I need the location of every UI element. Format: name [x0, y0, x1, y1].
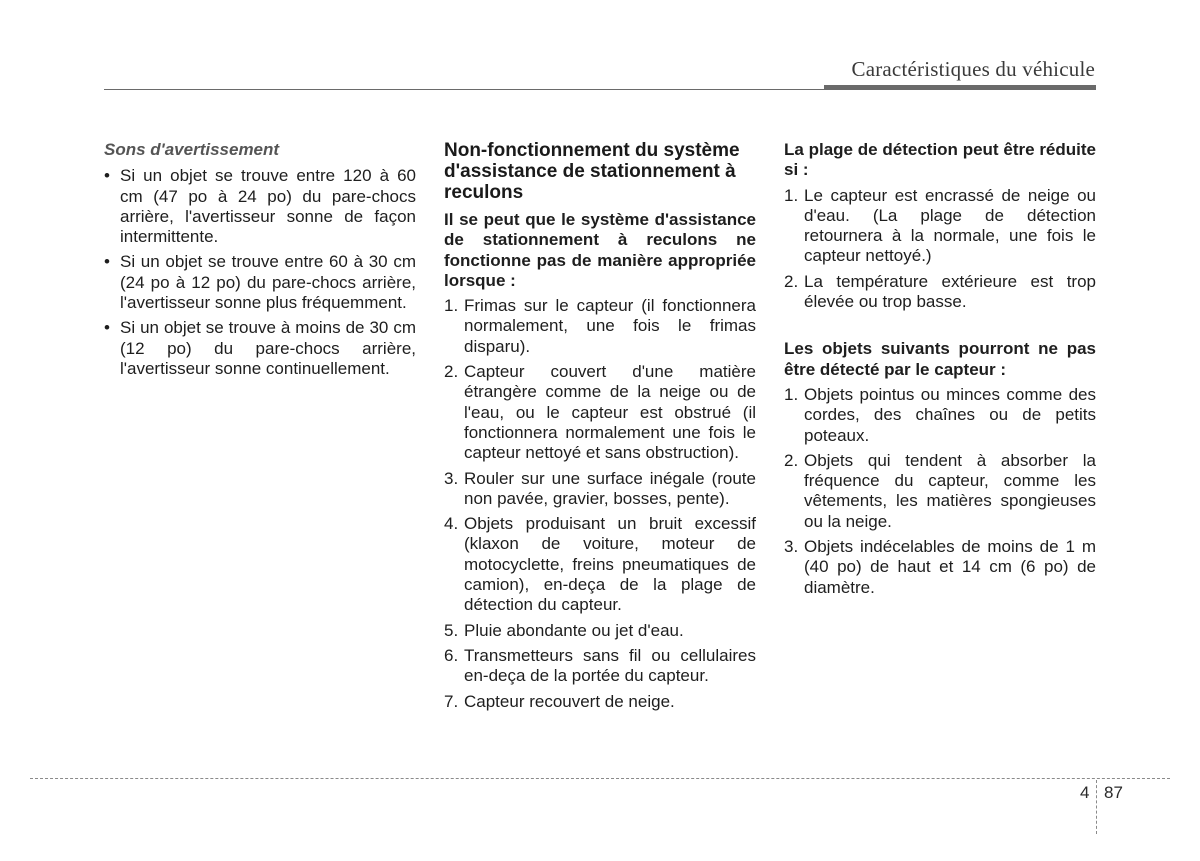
- item-number: 3.: [444, 468, 459, 488]
- list-item-text: Objets indécelables de moins de 1 m (40 po) de haut et 14 cm (6 po) de diamètre.: [804, 537, 1096, 597]
- list-item: [784, 451, 1096, 532]
- list-item-text: Si un objet se trouve à moins de 30 cm (12 po) du pare-chocs arrière, l'avertisseur sonne continuellement.: [120, 318, 416, 378]
- bullet-icon: •: [104, 166, 110, 186]
- list-item-text: Objets produisant un bruit excessif (klaxon de voiture, moteur de motocyclette, freins pneumatiques de camion), en-deça de la plage de détection du capteur.: [464, 514, 756, 615]
- item-number: 2.: [784, 450, 799, 470]
- numbered-list: [444, 296, 756, 712]
- header-rule-accent: [824, 85, 1096, 89]
- list-item: [444, 469, 756, 510]
- item-number: 3.: [784, 537, 799, 557]
- section-subheading: Sons d'avertissement: [104, 140, 280, 159]
- bullet-icon: •: [104, 252, 110, 272]
- footer-rule: [30, 778, 1170, 779]
- list-item: [784, 186, 1096, 267]
- list-item: [444, 296, 756, 357]
- header-rule: [104, 89, 1096, 90]
- list-item: [444, 621, 756, 641]
- list-item-text: Capteur couvert d'une matière étrangère comme de la neige ou de l'eau, ou le capteur est obstrué (il fonctionnera normalement une fois le capteur nettoyé et sans obstruction).: [464, 362, 756, 463]
- page-header-title: Caractéristiques du véhicule: [851, 57, 1095, 81]
- list-item-text: Si un objet se trouve entre 120 à 60 cm (47 po à 24 po) du pare-chocs arrière, l'avertisseur sonne de façon intermittente.: [120, 166, 416, 247]
- column-warning-sounds: [104, 140, 416, 384]
- list-item-text: Pluie abondante ou jet d'eau.: [464, 620, 684, 640]
- section-intro: Il se peut que le système d'assistance de stationnement à reculons ne fonctionne pas de manière appropriée lorsque :: [444, 210, 756, 290]
- list-item-text: Rouler sur une surface inégale (route non pavée, gravier, bosses, pente).: [464, 468, 756, 508]
- list-item: [784, 385, 1096, 446]
- item-number: 5.: [444, 620, 459, 640]
- section-title: Non-fonctionnement du système d'assistance de stationnement à reculons: [444, 140, 740, 203]
- footer-divider: [1096, 780, 1097, 834]
- column-detection-range: [784, 140, 1096, 603]
- item-number: 1.: [444, 296, 459, 316]
- list-item: [784, 272, 1096, 313]
- list-item: [104, 166, 416, 247]
- section-intro: La plage de détection peut être réduite si :: [784, 140, 1096, 180]
- numbered-list: [784, 385, 1096, 598]
- item-number: 2.: [784, 271, 799, 291]
- list-item-text: Capteur recouvert de neige.: [464, 691, 675, 711]
- list-item-text: Objets qui tendent à absorber la fréquence du capteur, comme les vêtements, les matières spongieuses ou la neige.: [804, 450, 1096, 531]
- list-item: [444, 362, 756, 463]
- list-item-text: Transmetteurs sans fil ou cellulaires en-deça de la portée du capteur.: [464, 645, 756, 686]
- item-number: 1.: [784, 384, 799, 404]
- list-item-text: Le capteur est encrassé de neige ou d'eau. (La plage de détection retournera à la normale, une fois le capteur nettoyé.): [804, 185, 1096, 266]
- page-number: 87: [1104, 783, 1123, 802]
- item-number: 7.: [444, 691, 459, 711]
- item-number: 1.: [784, 185, 799, 205]
- item-number: 2.: [444, 362, 459, 382]
- list-item: [104, 318, 416, 379]
- numbered-list: [784, 186, 1096, 313]
- chapter-number: 4: [1080, 783, 1090, 802]
- list-item: [104, 252, 416, 313]
- list-item: [444, 692, 756, 712]
- list-item-text: Frimas sur le capteur (il fonctionnera normalement, une fois le frimas disparu).: [464, 296, 756, 356]
- list-item: [784, 537, 1096, 598]
- bullet-list: [104, 166, 416, 379]
- bullet-icon: •: [104, 318, 110, 338]
- section-intro: Les objets suivants pourront ne pas être détecté par le capteur :: [784, 339, 1096, 379]
- section-spacer: [784, 317, 1096, 339]
- list-item-text: Si un objet se trouve entre 60 à 30 cm (24 po à 12 po) du pare-chocs arrière, l'avertisseur sonne plus fréquemment.: [120, 252, 416, 313]
- column-malfunction: [444, 140, 756, 717]
- item-number: 4.: [444, 514, 459, 534]
- item-number: 6.: [444, 645, 459, 665]
- list-item-text: La température extérieure est trop élevée ou trop basse.: [804, 271, 1096, 312]
- list-item-text: Objets pointus ou minces comme des cordes, des chaînes ou de petits poteaux.: [804, 384, 1096, 445]
- list-item: [444, 646, 756, 687]
- list-item: [444, 514, 756, 615]
